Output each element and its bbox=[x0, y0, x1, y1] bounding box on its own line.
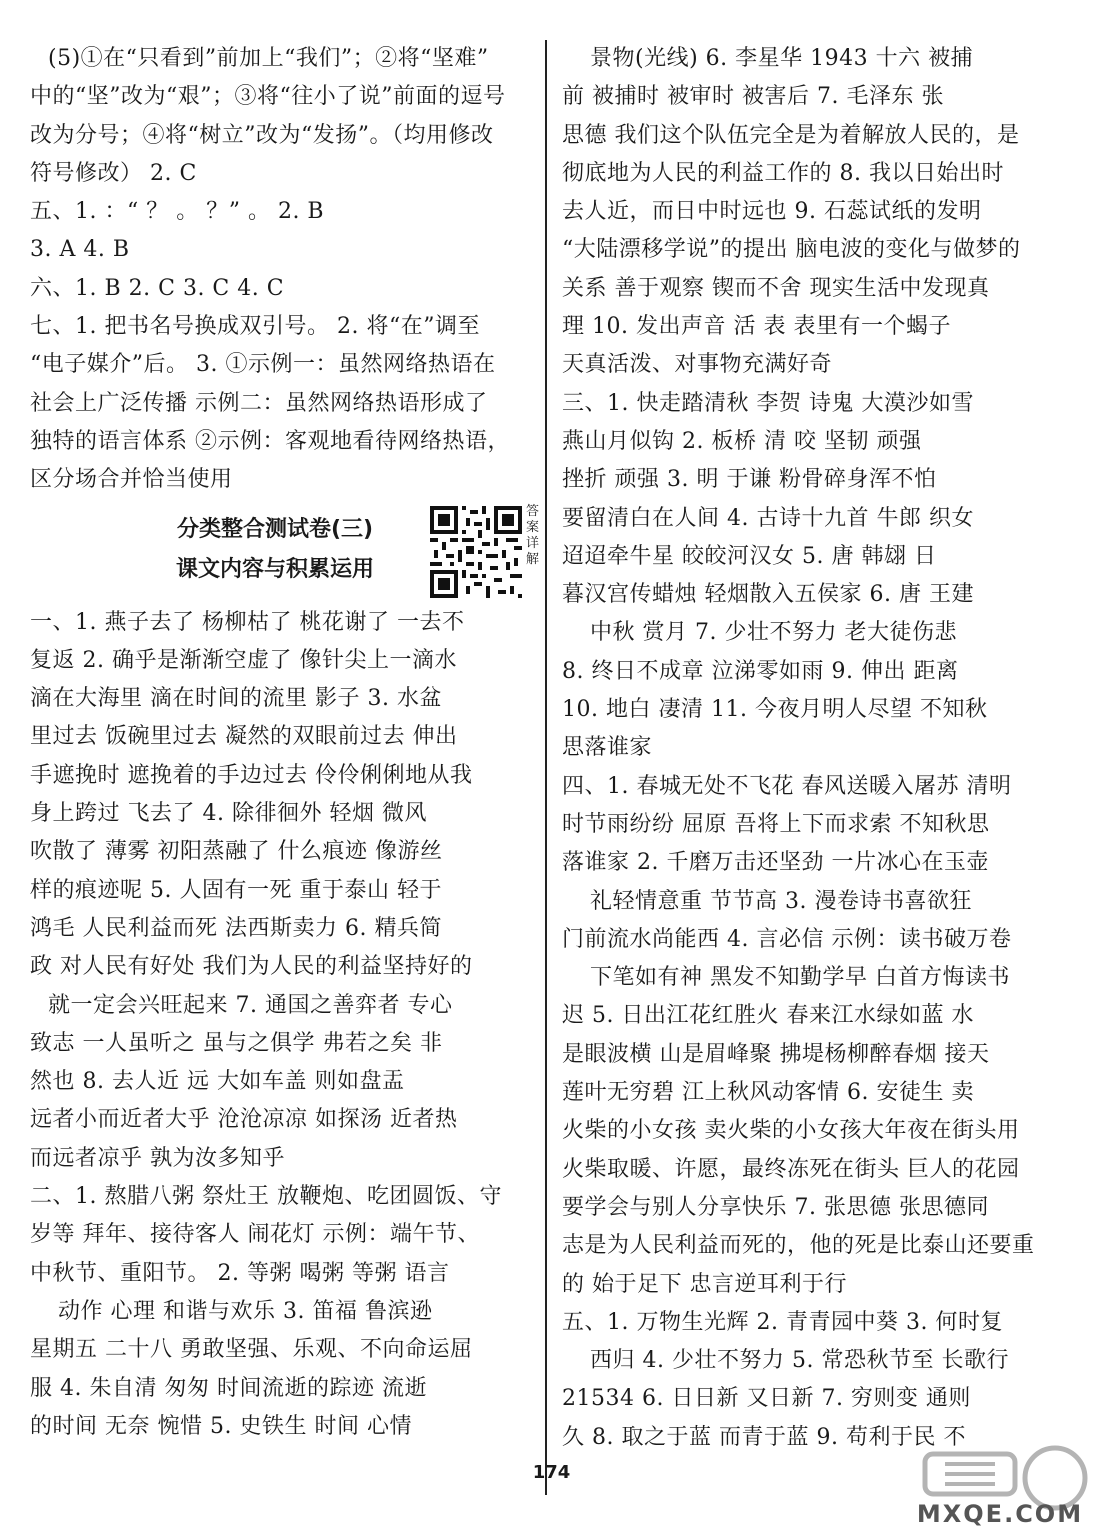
left-column bbox=[30, 40, 540, 1446]
answer-line: (5)①在“只看到”前加上“我们”；②将“坚难” bbox=[48, 46, 489, 71]
answer-line: 去人近，而日中时远也 9. 石蕊试纸的发明 bbox=[562, 199, 982, 225]
answer-line: 的 始于足下 忠言逆耳利于行 bbox=[562, 1271, 847, 1297]
answer-line: 景物(光线) 6. 李星华 1943 十六 被捕 bbox=[590, 46, 974, 71]
answer-line: 莲叶无穷碧 江上秋风动客情 6. 安徒生 卖 bbox=[562, 1080, 974, 1106]
answer-line: 礼轻情意重 节节高 3. 漫卷诗书喜欲狂 bbox=[590, 888, 972, 914]
answer-line: 动作 心理 和谐与欢乐 3. 笛福 鲁滨逊 bbox=[58, 1298, 433, 1324]
answer-line: 要学会与别人分享快乐 7. 张思德 张思德同 bbox=[562, 1194, 989, 1220]
answer-line: 的时间 无奈 惋惜 5. 史铁生 时间 心情 bbox=[30, 1413, 412, 1439]
answer-line: 10. 地白 凄清 11. 今夜月明人尽望 不知秋 bbox=[562, 697, 988, 723]
answer-line: 五、1. ：“ ？ 。 ？” 。 2. B bbox=[30, 199, 325, 225]
answer-line: 门前流水尚能西 4. 言必信 示例：读书破万卷 bbox=[562, 926, 1012, 952]
answer-line: 致志 一人虽听之 虽与之俱学 弗若之矣 非 bbox=[30, 1030, 443, 1056]
answer-line: 迟 5. 日出江花红胜火 春来江水绿如蓝 水 bbox=[562, 1003, 974, 1029]
answer-line: 区分场合并恰当使用 bbox=[30, 467, 233, 493]
answer-line: 前 被捕时 被审时 被害后 7. 毛泽东 张 bbox=[562, 84, 944, 110]
answer-line: 思德 我们这个队伍完全是为着解放人民的，是 bbox=[562, 122, 1020, 148]
answer-line: 挫折 顽强 3. 明 于谦 粉骨碎身浑不怕 bbox=[562, 467, 937, 493]
answer-line: 思落谁家 bbox=[562, 735, 653, 761]
answer-line: 三、1. 快走踏清秋 李贺 诗鬼 大漠沙如雪 bbox=[562, 390, 974, 416]
answer-line: 五、1. 万物生光辉 2. 青青园中葵 3. 何时复 bbox=[562, 1309, 1003, 1335]
answer-line: 身上跨过 飞去了 4. 除徘徊外 轻烟 微风 bbox=[30, 801, 427, 827]
test-title: 分类整合测试卷(三) bbox=[176, 516, 374, 542]
answer-line: 手遮挽时 遮挽着的手边过去 伶伶俐俐地从我 bbox=[30, 762, 473, 788]
answer-line: 服 4. 朱自清 匆匆 时间流逝的踪迹 流逝 bbox=[30, 1375, 427, 1401]
answer-line: 时节雨纷纷 屈原 吾将上下而求索 不知秋思 bbox=[562, 811, 990, 837]
answer-line: 暮汉宫传蜡烛 轻烟散入五侯家 6. 唐 王建 bbox=[562, 582, 974, 608]
test-title-block bbox=[30, 503, 540, 604]
answer-line: 七、1. 把书名号换成双引号。 2. 将“在”调至 bbox=[30, 314, 480, 340]
answer-line: “大陆漂移学说”的提出 脑电波的变化与做梦的 bbox=[562, 237, 1021, 263]
answer-line: 落谁家 2. 千磨万击还坚劲 一片冰心在玉壶 bbox=[562, 850, 989, 876]
answer-line: 符号修改） 2. C bbox=[30, 160, 197, 186]
answer-line: 社会上广泛传播 示例二：虽然网络热语形成了 bbox=[30, 390, 488, 416]
answer-line: 远者小而近者大乎 沧沧凉凉 如探汤 近者热 bbox=[30, 1107, 458, 1133]
answer-line: 吹散了 薄雾 初阳蒸融了 什么痕迹 像游丝 bbox=[30, 839, 443, 865]
left-top-section bbox=[30, 40, 535, 500]
answer-line: 理 10. 发出声音 活 表 表里有一个蝎子 bbox=[562, 314, 951, 340]
answer-line: 岁等 拜年、接待客人 闹花灯 示例：端午节、 bbox=[30, 1222, 480, 1248]
qr-code-label: 答案详解 bbox=[526, 503, 540, 567]
answer-line: 四、1. 春城无处不飞花 春风送暖入屠苏 清明 bbox=[562, 773, 1012, 799]
answer-line: 中秋 赏月 7. 少壮不努力 老大徒伤悲 bbox=[590, 620, 957, 646]
answer-line: 要留清白在人间 4. 古诗十九首 牛郎 织女 bbox=[562, 505, 974, 531]
answer-line: 星期五 二十八 勇敢坚强、乐观、不向命运屈 bbox=[30, 1337, 473, 1363]
answer-line: “电子媒介”后。 3. ①示例一：虽然网络热语在 bbox=[30, 352, 496, 378]
answer-line: 中秋节、重阳节。 2. 等粥 喝粥 等粥 语言 bbox=[30, 1260, 450, 1286]
answer-line: 火柴的小女孩 卖火柴的小女孩大年夜在街头用 bbox=[562, 1118, 1020, 1144]
answer-line: 3. A 4. B bbox=[30, 237, 130, 263]
answer-line: 志是为人民利益而死的，他的死是比泰山还要重 bbox=[562, 1233, 1035, 1259]
answer-line: 一、1. 燕子去了 杨柳枯了 桃花谢了 一去不 bbox=[30, 609, 465, 635]
answer-line: 政 对人民有好处 我们为人民的利益坚持好的 bbox=[30, 954, 473, 980]
answer-line: 迢迢牵牛星 皎皎河汉女 5. 唐 韩翃 日 bbox=[562, 543, 937, 569]
answer-line: 六、1. B 2. C 3. C 4. C bbox=[30, 275, 285, 301]
answer-line: 改为分号；④将“树立”改为“发扬”。（均用修改 bbox=[30, 122, 494, 148]
watermark-text: MXQE.COM bbox=[916, 1500, 1084, 1528]
answer-line: 里过去 饭碗里过去 凝然的双眼前过去 伸出 bbox=[30, 724, 458, 750]
answer-line: 滴在大海里 滴在时间的流里 影子 3. 水盆 bbox=[30, 686, 442, 712]
test-subtitle: 课文内容与积累运用 bbox=[175, 556, 374, 582]
answer-line: 而远者凉乎 孰为汝多知乎 bbox=[30, 1145, 285, 1171]
answer-line: 燕山月似钩 2. 板桥 清 咬 坚韧 顽强 bbox=[562, 428, 922, 454]
answer-line: 样的痕迹呢 5. 人固有一死 重于泰山 轻于 bbox=[30, 877, 442, 903]
answer-line: 21534 6. 日日新 又日新 7. 穷则变 通则 bbox=[562, 1386, 971, 1412]
right-column bbox=[562, 40, 1077, 1457]
answer-line: 西归 4. 少壮不努力 5. 常恐秋节至 长歌行 bbox=[590, 1348, 1009, 1374]
answer-line: 是眼波横 山是眉峰聚 拂堤杨柳醉春烟 接天 bbox=[562, 1041, 990, 1067]
answer-line: 天真活泼、对事物充满好奇 bbox=[562, 352, 833, 378]
answer-line: 下笔如有神 黑发不知勤学早 白首方悔读书 bbox=[590, 965, 1010, 991]
answer-line: 火柴取暖、许愿，最终冻死在街头 巨人的花园 bbox=[562, 1156, 1020, 1182]
answer-line: 就一定会兴旺起来 7. 通国之善弈者 专心 bbox=[48, 992, 453, 1018]
column-divider bbox=[545, 40, 547, 1495]
page-number: 174 bbox=[532, 1462, 571, 1483]
answer-line: 鸿毛 人民利益而死 法西斯卖力 6. 精兵简 bbox=[30, 915, 442, 941]
answer-line: 复返 2. 确乎是渐渐空虚了 像针尖上一滴水 bbox=[30, 647, 457, 673]
answer-line: 8. 终日不成章 泣涕零如雨 9. 伸出 距离 bbox=[562, 658, 959, 684]
answer-line: 关系 善于观察 锲而不舍 现实生活中发现真 bbox=[562, 275, 990, 301]
qr-code-icon[interactable] bbox=[430, 506, 522, 598]
answer-line: 中的“坚”改为“艰”；③将“往小了说”前面的逗号 bbox=[30, 84, 506, 110]
answer-line: 二、1. 熬腊八粥 祭灶王 放鞭炮、吃团圆饭、守 bbox=[30, 1184, 502, 1210]
answer-line: 然也 8. 去人近 远 大如车盖 则如盘盂 bbox=[30, 1069, 405, 1095]
answer-line: 彻底地为人民的利益工作的 8. 我以日始出时 bbox=[562, 160, 1004, 186]
right-answer-section bbox=[562, 40, 1077, 1457]
answer-line: 久 8. 取之于蓝 而青于蓝 9. 苟利于民 不 bbox=[562, 1424, 966, 1450]
left-bottom-section bbox=[30, 604, 535, 1447]
answer-line: 独特的语言体系 ②示例：客观地看待网络热语， bbox=[30, 428, 510, 454]
